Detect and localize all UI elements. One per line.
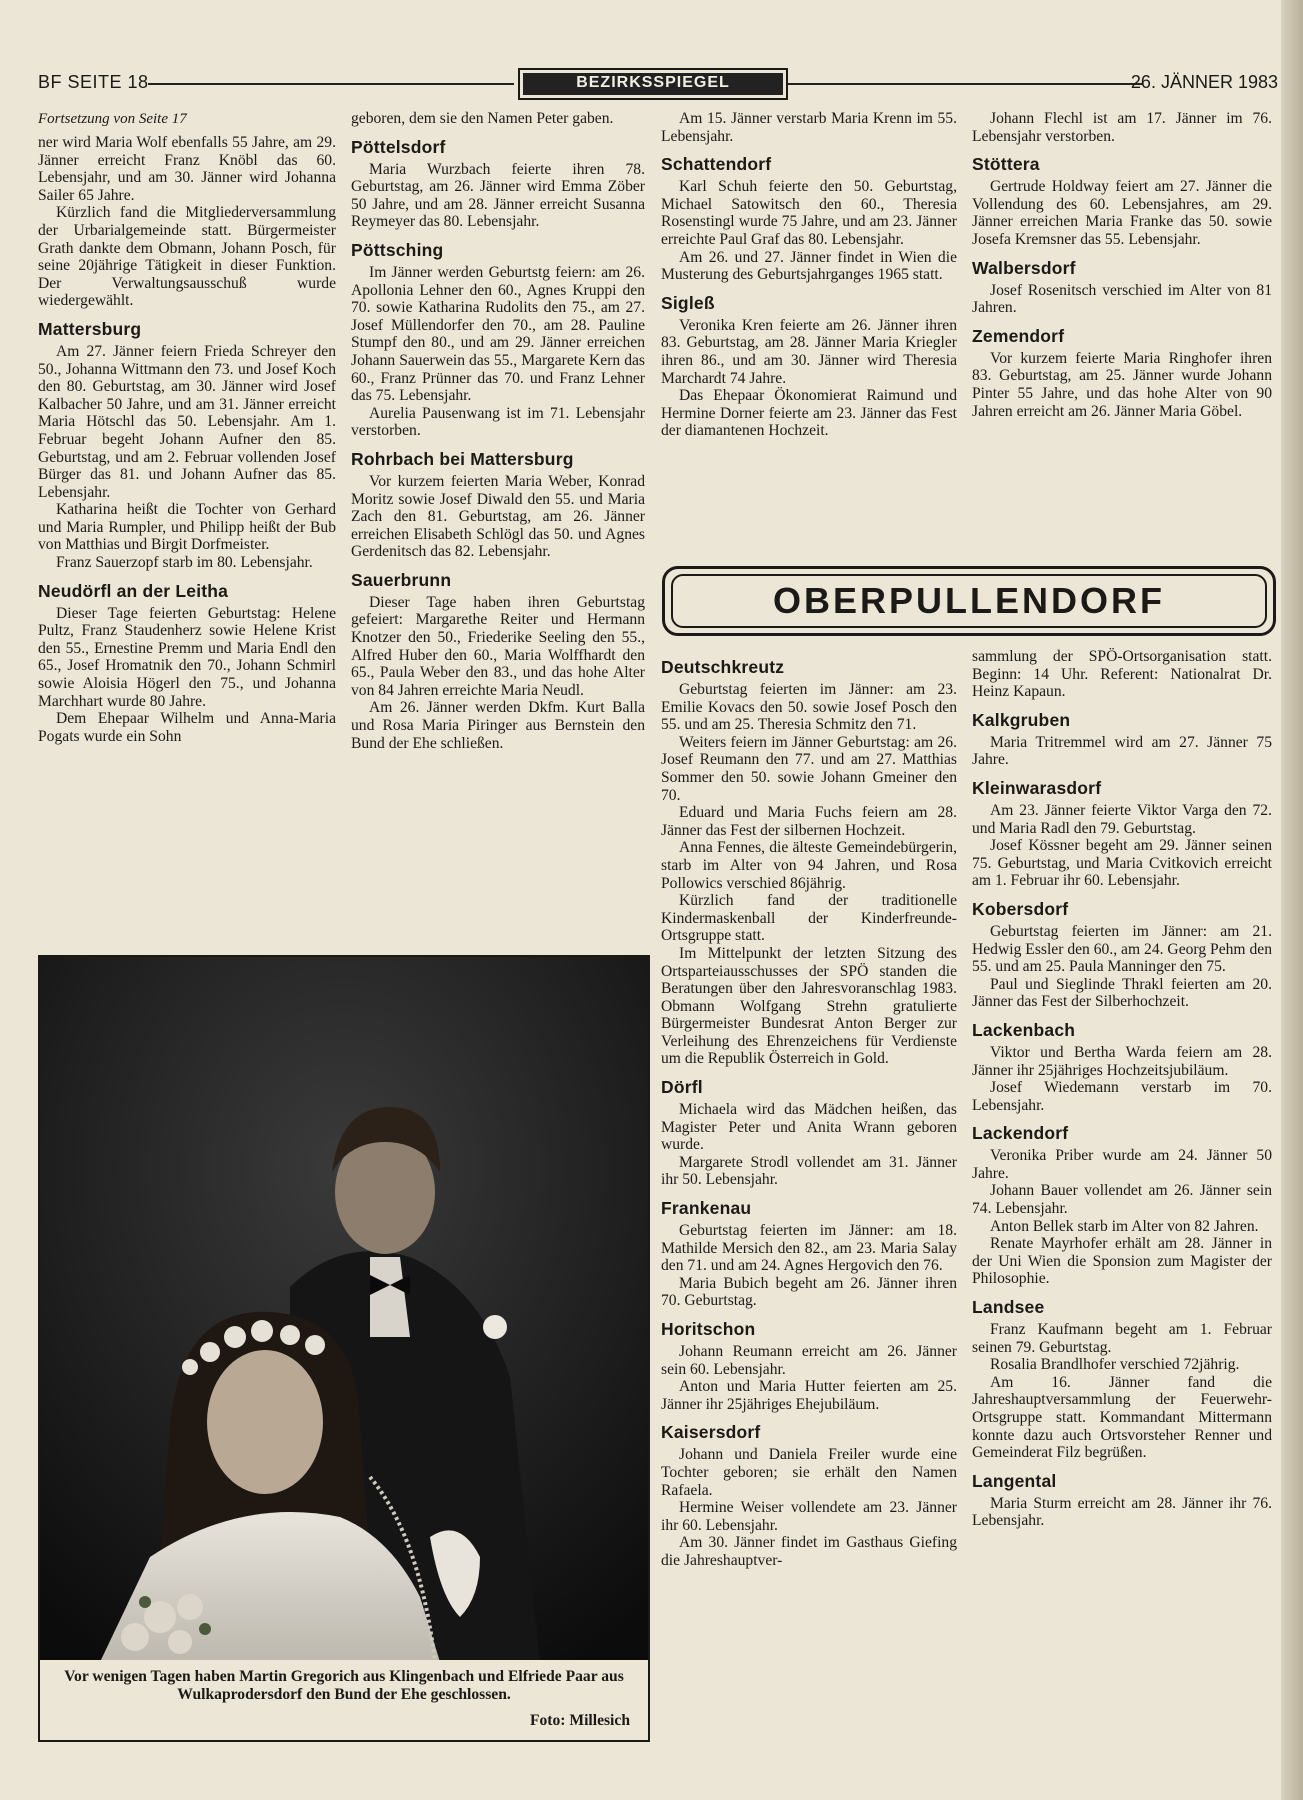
paragraph: Maria Bubich begeht am 26. Jänner ihren 70. Geburtstag.	[661, 1274, 957, 1310]
paragraph: Geburtstag feierten im Jänner: am 23. Emilie Kovacs den 50. sowie Josef Posch den 55. und am 25. Theresia Schmitz den 71.	[661, 681, 957, 734]
heading-doerfl: Dörfl	[661, 1077, 703, 1098]
heading-zemendorf: Zemendorf	[972, 325, 1065, 346]
paragraph: Johann und Daniela Freiler wurde eine Tochter geboren; sie erhält den Namen Rafaela.	[661, 1446, 957, 1499]
paragraph: geboren, dem sie den Namen Peter gaben.	[351, 110, 614, 127]
paragraph: Johann Reumann erreicht am 26. Jänner sein 60. Lebensjahr.	[661, 1343, 957, 1378]
paragraph: Kürzlich fand der traditionelle Kindermaskenball der Kinderfreunde-Ortsgruppe statt.	[661, 892, 957, 945]
heading-rohrbach: Rohrbach bei Mattersburg	[351, 448, 574, 469]
district-banner	[662, 566, 1276, 636]
heading-langental: Langental	[972, 1470, 1057, 1491]
paragraph: Maria Sturm erreicht am 28. Jänner ihr 76. Lebensjahr.	[972, 1494, 1272, 1530]
paragraph: Das Ehepaar Ökonomierat Raimund und Hermine Dorner feierte am 23. Jänner das Fest der diamantenen Hochzeit.	[661, 387, 957, 440]
paragraph: Vor kurzem feierte Maria Ringhofer ihren 83. Geburtstag, am 25. Jänner wurde Johann Pinter 55 Jahre, und das hohe Alter von 90 Jahren erreicht am 26. Jänner Maria Göbel.	[972, 349, 1272, 420]
header-rule-left	[148, 83, 514, 85]
paragraph: Katharina heißt die Tochter von Gerhard und Maria Rumpler, und Philipp heißt der Bub von Matthias und Birgit Dorfmeister.	[38, 501, 336, 554]
wedding-photo	[38, 955, 650, 1664]
heading-kobersdorf: Kobersdorf	[972, 898, 1069, 919]
paragraph: Anton und Maria Hutter feierten am 25. Jänner ihr 25jähriges Ehejubiläum.	[661, 1378, 957, 1413]
paragraph: Kürzlich fand die Mitgliederversammlung der Urbarialgemeinde statt. Bürgermeister Grath dankte dem Obmann, Johann Posch, für seine 20jährige Tätigkeit in dieser Funktion. Der Verwaltungsausschuß wurde wiedergewählt.	[38, 204, 336, 310]
paragraph: Johann Flechl ist am 17. Jänner im 76. Lebensjahr verstorben.	[972, 110, 1272, 145]
section-label-box	[518, 68, 788, 100]
paragraph: Franz Sauerzopf starb im 80. Lebensjahr.	[56, 554, 313, 572]
issue-date: 26. JÄNNER 1983	[1130, 72, 1278, 92]
paragraph: Am 30. Jänner findet im Gasthaus Giefing die Jahreshauptver-	[661, 1534, 957, 1569]
paragraph: Am 26. Jänner werden Dkfm. Kurt Balla und Rosa Maria Piringer aus Bernstein den Bund der Ehe schließen.	[351, 699, 645, 752]
paragraph: Am 27. Jänner feiern Frieda Schreyer den 50., Johanna Wittmann den 73. und Josef Koch den 80. Geburtstag, am 30. Jänner wird Josef Kalbacher 50 Jahre, und am 31. Jänner erreicht Maria Hötschl das 50. Lebensjahr. Am 1. Februar begeht Johann Aufner den 85. Geburtstag, und am 2. Februar vollenden Josef Bürger das 81. und Johann Aufner das 85. Lebensjahr.	[38, 342, 336, 501]
section-label: BEZIRKSSPIEGEL	[523, 73, 783, 95]
heading-kaisersdorf: Kaisersdorf	[661, 1422, 761, 1443]
heading-schattendorf: Schattendorf	[661, 154, 772, 175]
paragraph: Paul und Sieglinde Thrakl feierten am 20. Jänner das Fest der Silberhochzeit.	[972, 975, 1272, 1011]
paragraph: Maria Tritremmel wird am 27. Jänner 75 Jahre.	[972, 733, 1272, 769]
paragraph: Renate Mayrhofer erhält am 28. Jänner in der Uni Wien die Sponsion zum Magister der Philosophie.	[972, 1235, 1272, 1288]
paragraph: Im Mittelpunkt der letzten Sitzung des Ortsparteiausschusses der SPÖ standen die Beratungen über den Jahresvoranschlag 1983. Obmann Wolfgang Strehn gratulierte Bürgermeister Bundesrat Anton Berger zur Verleihung des Ehrenzeichens für Verdienste um die Republik Österreich in Gold.	[661, 944, 957, 1068]
heading-poettsching: Pöttsching	[351, 239, 444, 260]
district-banner-title: OBERPULLENDORF	[671, 574, 1267, 628]
paragraph: Am 26. und 27. Jänner findet in Wien die Musterung des Geburtsjahrganges 1965 statt.	[661, 248, 957, 284]
page-number: BF SEITE 18	[38, 72, 149, 92]
paragraph: Im Jänner werden Geburtstg feiern: am 26. Apollonia Lehner den 60., Agnes Kruppi den 70. sowie Katharina Rudolits den 75., am 27. Josef Müllendorfer den 70., am 28. Pauline Stumpf den 80., und am 29. Jänner erreichen Johann Sauerwein das 55., Margarete Kern das 60., Franz Prünner das 70. und Franz Lehner das 75. Lebensjahr.	[351, 263, 645, 405]
paragraph: Gertrude Holdway feiert am 27. Jänner die Vollendung des 60. Lebensjahres, am 29. Jänner erreichen Maria Franke das 50. sowie Josefa Kremsner das 55. Lebensjahr.	[972, 178, 1272, 248]
column-2	[351, 110, 645, 752]
photo-caption: Vor wenigen Tagen haben Martin Gregorich aus Klingenbach und Elfriede Paar aus Wulkaprodersdorf den Bund der Ehe geschlossen.	[64, 1668, 624, 1703]
heading-landsee: Landsee	[972, 1297, 1045, 1318]
paragraph: Veronika Priber wurde am 24. Jänner 50 Jahre.	[972, 1147, 1272, 1182]
column-1	[38, 110, 336, 745]
paper-edge	[1281, 0, 1303, 1800]
heading-kleinwarasdorf: Kleinwarasdorf	[972, 777, 1102, 798]
heading-poettelsdorf: Pöttelsdorf	[351, 136, 446, 157]
column-4	[972, 110, 1272, 420]
paragraph: Dieser Tage haben ihren Geburtstag gefeiert: Margarethe Reiter und Hermann Knotzer den 50., Friederike Seeling den 55., Alfred Huber den 60., Maria Wolffhardt den 65., Paula Weber den 83., und das hohe Alter von 84 Jahren erreichte Maria Neudl.	[351, 593, 645, 699]
column-4-lower	[972, 648, 1272, 1530]
paragraph: Am 15. Jänner verstarb Maria Krenn im 55. Lebensjahr.	[661, 110, 957, 145]
paragraph: Maria Wurzbach feierte ihren 78. Geburtstag, am 26. Jänner wird Emma Zöber 50 Jahre, und am 28. Jänner erreicht Susanna Reymeyer das 80. Lebensjahr.	[351, 160, 645, 231]
heading-frankenau: Frankenau	[661, 1198, 752, 1219]
paragraph: Karl Schuh feierte den 50. Geburtstag, Michael Satowitsch den 60., Theresia Rosenstingl wurde 75 Jahre, und am 23. Jänner erreichte Paul Graf das 80. Lebensjahr.	[661, 178, 957, 248]
heading-lackendorf: Lackendorf	[972, 1123, 1069, 1144]
paragraph: Josef Rosenitsch verschied im Alter von 81 Jahren.	[972, 281, 1272, 317]
heading-deutschkreutz: Deutschkreutz	[661, 657, 785, 677]
paragraph: Anton Bellek starb im Alter von 82 Jahren.	[990, 1217, 1259, 1235]
heading-sigless: Sigleß	[661, 292, 715, 313]
paragraph: Johann Bauer vollendet am 26. Jänner sein 74. Lebensjahr.	[972, 1182, 1272, 1218]
heading-stoettera: Stöttera	[972, 154, 1040, 175]
paragraph: Rosalia Brandlhofer verschied 72jährig.	[990, 1356, 1240, 1374]
heading-neudoerfl: Neudörfl an der Leitha	[38, 580, 229, 601]
paragraph: Josef Wiedemann verstarb im 70. Lebensjahr.	[972, 1079, 1272, 1114]
heading-horitschon: Horitschon	[661, 1319, 756, 1339]
paragraph: Aurelia Pausenwang ist im 71. Lebensjahr verstorben.	[351, 404, 645, 440]
column-3-lower	[661, 648, 957, 1570]
paragraph: Anna Fennes, die älteste Gemeindebürgerin, starb im Alter von 94 Jahren, und Rosa Pollowics verschied 86jährig.	[661, 839, 957, 892]
paragraph: Eduard und Maria Fuchs feiern am 28. Jänner das Fest der silbernen Hochzeit.	[661, 804, 957, 839]
heading-lackenbach: Lackenbach	[972, 1019, 1076, 1040]
paragraph: Franz Kaufmann begeht am 1. Februar seinen 79. Geburtstag.	[972, 1321, 1272, 1356]
photo-credit: Foto: Millesich	[529, 1712, 630, 1729]
paragraph: Geburtstag feierten im Jänner: am 18. Mathilde Mersich den 82., am 23. Maria Salay den 71. und am 24. Agnes Hergovich den 76.	[661, 1222, 957, 1275]
paragraph: Geburtstag feierten im Jänner: am 21. Hedwig Essler den 60., am 24. Georg Pehm den 55. und am 25. Paula Manninger den 75.	[972, 922, 1272, 976]
header-rule-right	[788, 83, 1143, 85]
paragraph: Hermine Weiser vollendete am 23. Jänner ihr 60. Lebensjahr.	[661, 1499, 957, 1534]
photo-caption-box	[38, 1660, 650, 1742]
heading-mattersburg: Mattersburg	[38, 318, 142, 339]
paragraph: Margarete Strodl vollendet am 31. Jänner ihr 50. Lebensjahr.	[661, 1153, 957, 1189]
paragraph: Vor kurzem feierten Maria Weber, Konrad Moritz sowie Josef Diwald den 55. und Maria Zach den 81. Geburtstag, am 26. Jänner erreichen Elisabeth Schlögl das 50. und Agnes Gerdenitsch das 82. Lebensjahr.	[351, 472, 645, 561]
page-header	[38, 70, 1278, 100]
paragraph: sammlung der SPÖ-Ortsorganisation statt. Beginn: 14 Uhr. Referent: Nationalrat Dr. Heinz Kapaun.	[972, 648, 1272, 701]
wedding-photo-image	[40, 957, 648, 1662]
paragraph: Michaela wird das Mädchen heißen, das Magister Peter und Anita Wrann geboren wurde.	[661, 1101, 957, 1154]
paragraph: ner wird Maria Wolf ebenfalls 55 Jahre, am 29. Jänner erreicht Franz Knöbl das 60. Lebensjahr, und am 30. Jänner wird Johanna Sailer 65 Jahre.	[38, 134, 336, 204]
paragraph: Veronika Kren feierte am 26. Jänner ihren 83. Geburtstag, am 28. Jänner Maria Kriegler ihren 86., und am 30. Jänner wird Theresia Marchardt 74 Jahre.	[661, 316, 957, 387]
heading-sauerbrunn: Sauerbrunn	[351, 569, 452, 590]
heading-walbersdorf: Walbersdorf	[972, 257, 1076, 278]
continuation-note: Fortsetzung von Seite 17	[38, 111, 187, 127]
column-3	[661, 110, 957, 440]
paragraph: Dem Ehepaar Wilhelm und Anna-Maria Pogats wurde ein Sohn	[38, 710, 336, 745]
paragraph: Weiters feiern im Jänner Geburtstag: am 26. Josef Reumann den 77. und am 27. Matthias Sommer den 50. sowie Johann Gmeiner den 70.	[661, 733, 957, 804]
heading-kalkgruben: Kalkgruben	[972, 709, 1071, 730]
paragraph: Am 16. Jänner fand die Jahreshauptversammlung der Feuerwehr-Ortsgruppe statt. Kommandant Mittermann konnte dazu auch Ortsvorsteher Renner und Gemeinderat Filz begrüßen.	[972, 1373, 1272, 1462]
paragraph: Viktor und Bertha Warda feiern am 28. Jänner ihr 25jähriges Hochzeitsjubiläum.	[972, 1043, 1272, 1079]
paragraph: Am 23. Jänner feierte Viktor Varga den 72. und Maria Radl den 79. Geburtstag.	[972, 801, 1272, 837]
paragraph: Josef Kössner begeht am 29. Jänner seinen 75. Geburtstag, und Maria Cvitkovich erreicht am 1. Februar ihr 60. Lebensjahr.	[972, 837, 1272, 890]
paragraph: Dieser Tage feierten Geburtstag: Helene Pultz, Franz Staudenherz sowie Helene Krist den 55., Ernestine Premm und Maria Endl den 65., Josef Hromatnik den 70., Johann Schmirl sowie Aloisia Högerl den 75., und Johanna Marchhart wurde 80 Jahre.	[38, 604, 336, 710]
